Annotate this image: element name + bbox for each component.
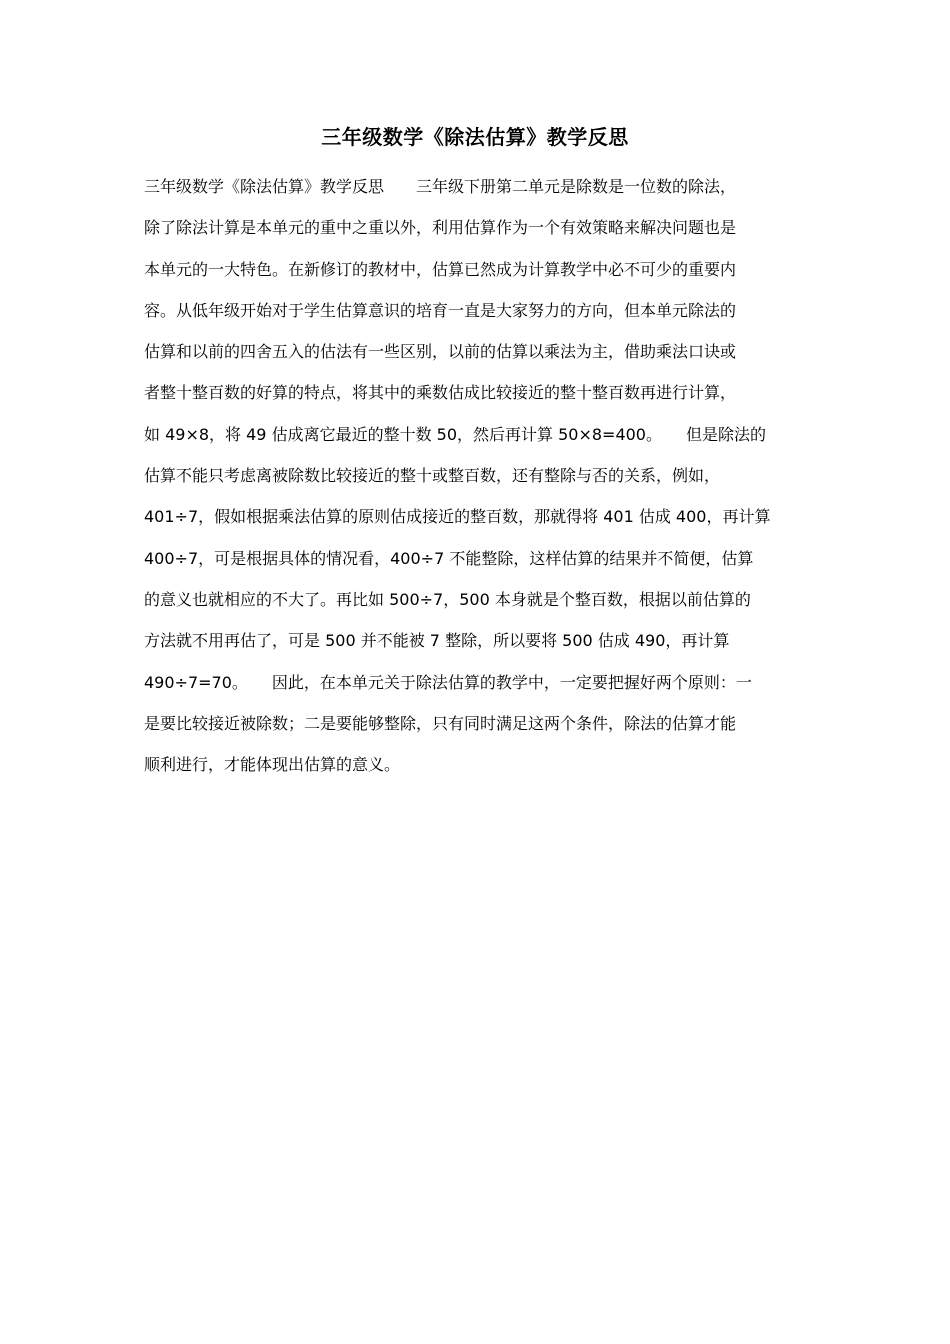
body-line: 除了除法计算是本单元的重中之重以外，利用估算作为一个有效策略来解决问题也是 <box>144 218 737 238</box>
body-line: 估算不能只考虑离被除数比较接近的整十或整百数，还有整除与否的关系，例如， <box>144 466 721 486</box>
body-line: 是要比较接近被除数；二是要能够整除，只有同时满足这两个条件，除法的估算才能 <box>144 713 737 733</box>
body-line: 400÷7，可是根据具体的情况看，400÷7 不能整除，这样估算的结果并不简便，估算 <box>144 548 754 568</box>
body-line: 顺利进行，才能体现出估算的意义。 <box>144 755 401 775</box>
body-line: 者整十整百数的好算的特点，将其中的乘数估成比较接近的整十整百数再进行计算， <box>144 383 737 403</box>
body-line: 401÷7，假如根据乘法估算的原则估成接近的整百数，那就得将 401 估成 400，再计算 <box>144 507 771 527</box>
body-line: 本单元的一大特色。在新修订的教材中，估算已然成为计算教学中必不可少的重要内 <box>144 259 737 279</box>
document-body <box>144 172 814 791</box>
body-line: 估算和以前的四舍五入的估法有一些区别，以前的估算以乘法为主，借助乘法口诀或 <box>144 342 737 362</box>
document-title: 三年级数学《除法估算》教学反思 <box>321 125 629 149</box>
body-line: 的意义也就相应的不大了。再比如 500÷7，500 本身就是个整百数，根据以前估算的 <box>144 589 751 609</box>
body-line: 490÷7=70。 因此，在本单元关于除法估算的教学中，一定要把握好两个原则：一 <box>144 672 752 692</box>
body-line: 容。从低年级开始对于学生估算意识的培育一直是大家努力的方向，但本单元除法的 <box>144 300 737 320</box>
body-line: 方法就不用再估了，可是 500 并不能被 7 整除，所以要将 500 估成 490，再计算 <box>144 631 730 651</box>
body-line: 如 49×8，将 49 估成离它最近的整十数 50，然后再计算 50×8=400。 但是除法的 <box>144 424 766 444</box>
body-line: 三年级数学《除法估算》教学反思 三年级下册第二单元是除数是一位数的除法， <box>144 177 737 196</box>
